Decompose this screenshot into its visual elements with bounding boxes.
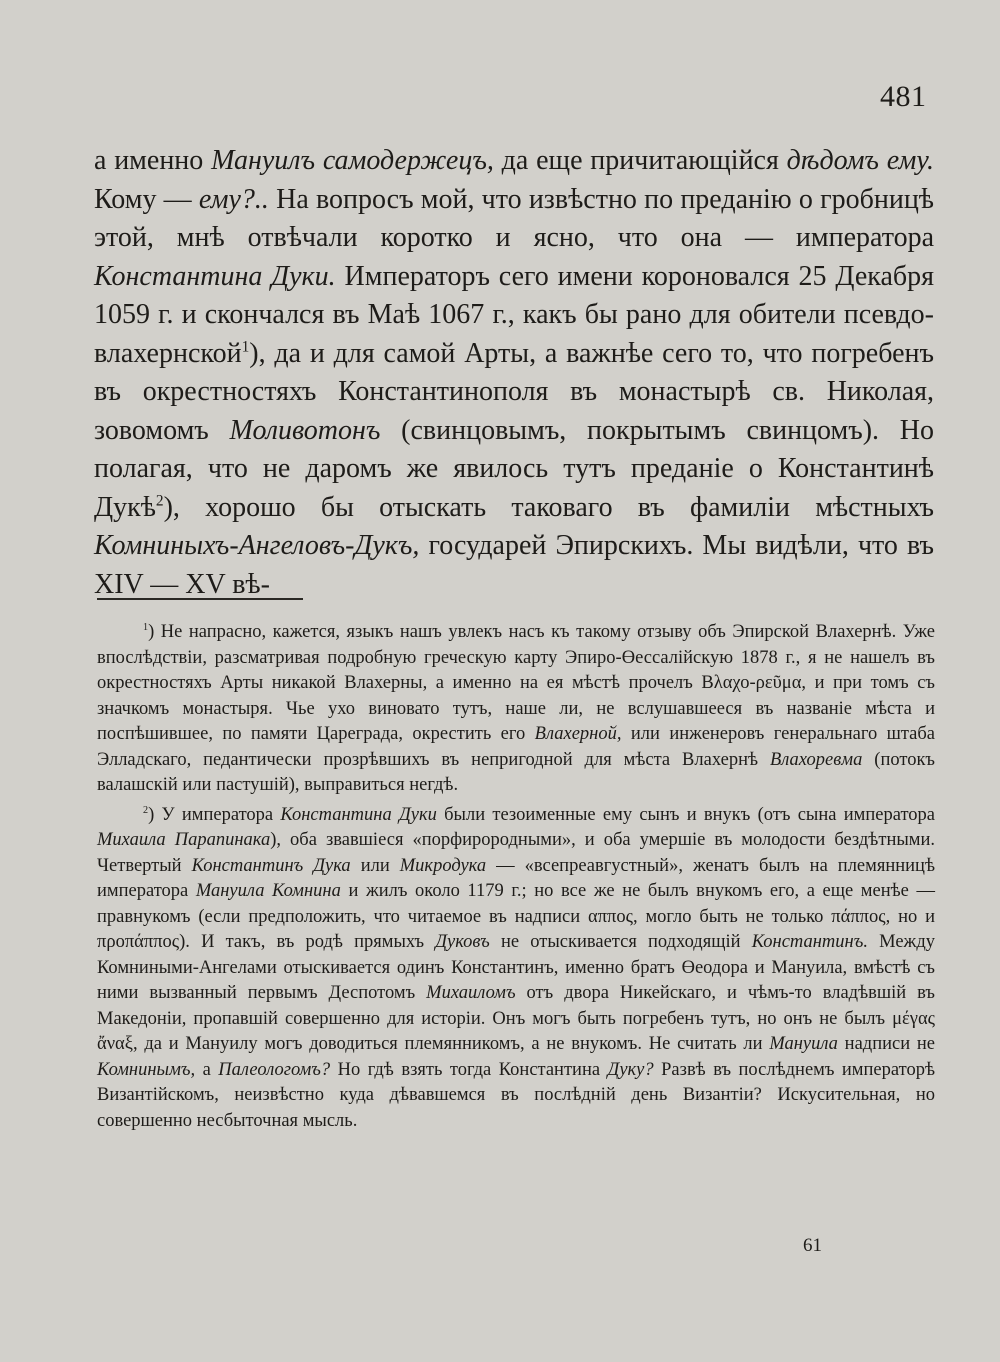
footnote-ref-1: 1 — [241, 338, 250, 356]
footnote-mark: 2 — [143, 804, 149, 816]
page-number: 481 — [880, 80, 927, 113]
footnote-1: $^1$) Не напрасно, кажется, языкъ нашъ увлекъ насъ къ такому отзыву объ Эпирской Влахернѣ. Уже впослѣдствіи, разсматривая подробную греческую карту Эпиро-Өессалійскую 1878 г., я не нашелъ въ окрестностяхъ Арты никакой Влахерны, а именно на ея мѣстѣ прочелъ Βλαχο-ρεῦμα, и при томъ съ значкомъ монастыря. Чье ухо виновато тутъ, наше ли, не вслушавшееся въ названіе мѣста и поспѣшившее, по памяти Цареграда, окрестить его Влахерной, или инженеровъ генеральнаго штаба Элладскаго, педантически прозрѣвшихъ въ непригодной для мѣста Влахернѣ Влахоревма (потокъ валашскій или пастушій), выправиться негдѣ. — [97, 621, 936, 795]
footnote-mark: 1 — [143, 621, 149, 633]
footnote-ref-2: 2 — [155, 492, 164, 510]
footnotes — [97, 620, 935, 1138]
footnote-separator — [97, 598, 303, 600]
main-paragraph: а именно Мануилъ самодержецъ, да еще причитающійся дѣдомъ ему. Кому — ему?.. На вопросъ мой, что извѣстно по преданію о гробницѣ этой, мнѣ отвѣчали коротко и ясно, что она — императора Константина Дуки. Императоръ сего имени короновался 25 Декабря 1059 г. и скончался въ Маѣ 1067 г., какъ бы рано для обители псевдо-влахернской$^1$), да и для самой Арты, а важнѣе сего то, что погребенъ въ окрестностяхъ Константинополя въ монастырѣ св. Николая, зовомомъ Моливотонъ (свинцовымъ, покрытымъ свинцомъ). Но полагая, что не даромъ же явилось тутъ преданіе о Константинѣ Дукѣ$^2$), хорошо бы отыскать таковаго въ фамиліи мѣстныхъ Комниныхъ-Ангеловъ-Дукъ, государей Эпирскихъ. Мы видѣли, что въ XIV — XV вѣ- — [94, 145, 935, 600]
main-text — [94, 142, 934, 604]
signature-mark: 61 — [803, 1235, 822, 1256]
footnote-2: $^2$) У императора Константина Дуки были тезоименные ему сынъ и внукъ (отъ сына императора Михаила Парапинака), оба звавшіеся «порфирородными», и оба умершіе въ молодости бездѣтными. Четвертый Константинъ Дука или Микродука — «всепреавгустный», женатъ былъ на племянницѣ императора Мануила Комнина и жилъ около 1179 г.; но все же не былъ внукомъ его, а еще менѣе — правнукомъ (если предположить, что читаемое въ надписи αππος, могло быть не только πάππος, но и προπάππος). И такъ, въ родѣ прямыхъ Дуковъ не отыскивается подходящій Константинъ. Между Комниными-Ангелами отыскивается одинъ Константинъ, именно братъ Өеодора и Мануила, вмѣстѣ съ ними вызванный первымъ Деспотомъ Михаиломъ отъ двора Никейскаго, и чѣмъ-то владѣвшій въ Македоніи, пропавшій совершенно для исторіи. Онъ могъ быть погребенъ тутъ, но онъ не былъ μέγας ἄναξ, да и Мануилу могъ доводиться племянникомъ, а не внукомъ. Не считать ли Мануила надписи не Комнинымъ, а Палеологомъ? Но гдѣ взять тогда Константина Дуку? Развѣ въ послѣднемъ императорѣ Византійскомъ, неизвѣстно куда дѣвавшемся въ послѣдній день Византіи? Искусительная, но совершенно несбыточная мысль. — [97, 804, 936, 1131]
